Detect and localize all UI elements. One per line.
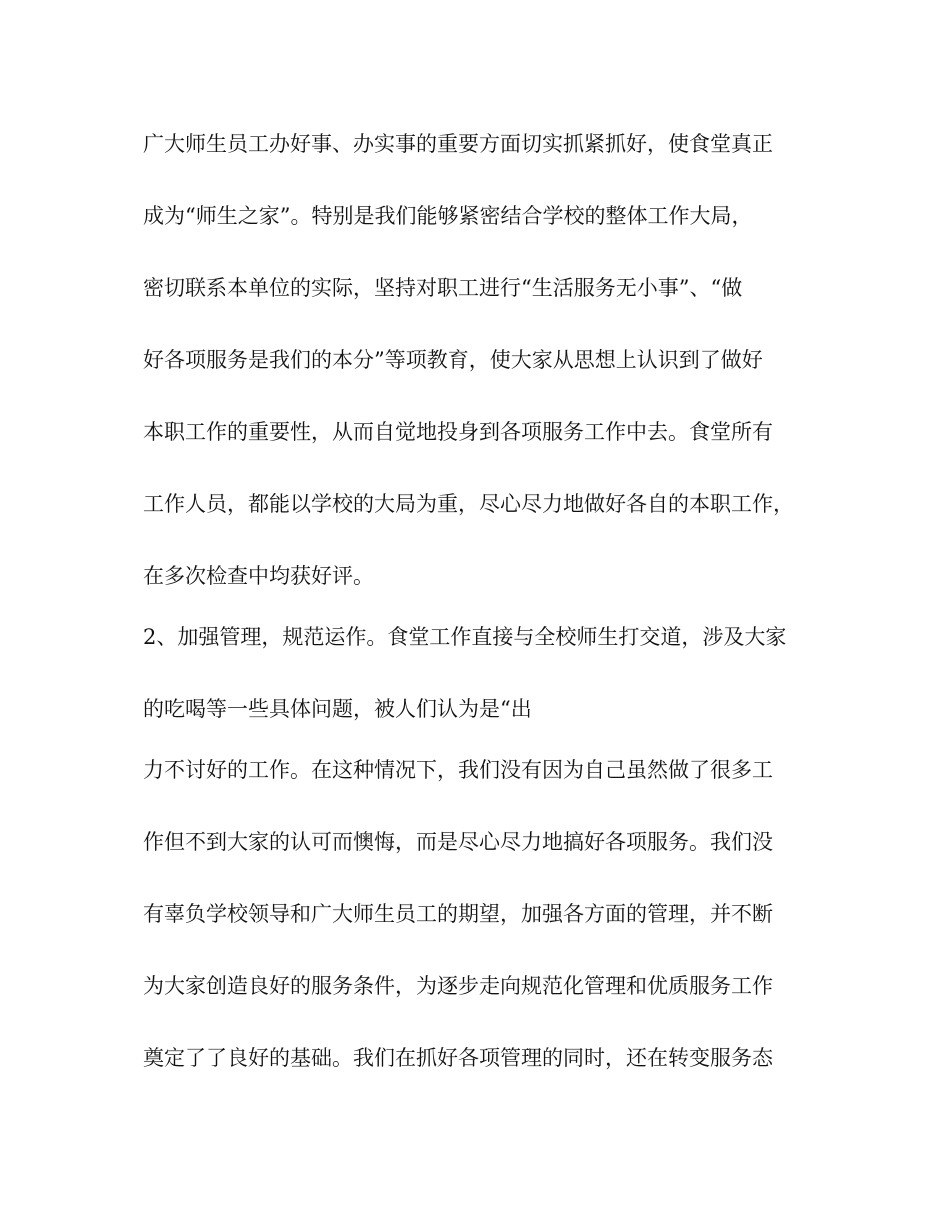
paragraph-line: 的吃喝等一些具体问题，被人们认为是“出	[143, 697, 532, 721]
paragraph-line: 奠定了了良好的基础。我们在抓好各项管理的同时，还在转变服务态	[143, 1046, 773, 1070]
paragraph-line: 为大家创造良好的服务条件，为逐步走向规范化管理和优质服务工作	[143, 974, 773, 998]
paragraph-line: 作但不到大家的认可而懊悔，而是尽心尽力地搞好各项服务。我们没	[143, 830, 773, 854]
paragraph-line: 在多次检查中均获好评。	[143, 564, 374, 588]
paragraph-line: 本职工作的重要性，从而自觉地投身到各项服务工作中去。食堂所有	[143, 420, 773, 444]
paragraph-line: 成为“师生之家”。特别是我们能够紧密结合学校的整体工作大局，	[143, 204, 753, 228]
paragraph-line: 密切联系本单位的实际，坚持对职工进行“生活服务无小事”、“做	[143, 276, 743, 300]
paragraph-line: 好各项服务是我们的本分”等项教育，使大家从思想上认识到了做好	[143, 348, 763, 372]
paragraph-line: 有辜负学校领导和广大师生员工的期望，加强各方面的管理，并不断	[143, 902, 773, 926]
paragraph-line: 力不讨好的工作。在这种情况下，我们没有因为自己虽然做了很多工	[143, 758, 773, 782]
paragraph-line: 广大师生员工办好事、办实事的重要方面切实抓紧抓好，使食堂真正	[143, 132, 773, 156]
paragraph-line: 工作人员，都能以学校的大局为重，尽心尽力地做好各自的本职工作，	[143, 492, 794, 516]
section-heading-line: 2、加强管理，规范运作。食堂工作直接与全校师生打交道，涉及大家	[143, 625, 787, 649]
